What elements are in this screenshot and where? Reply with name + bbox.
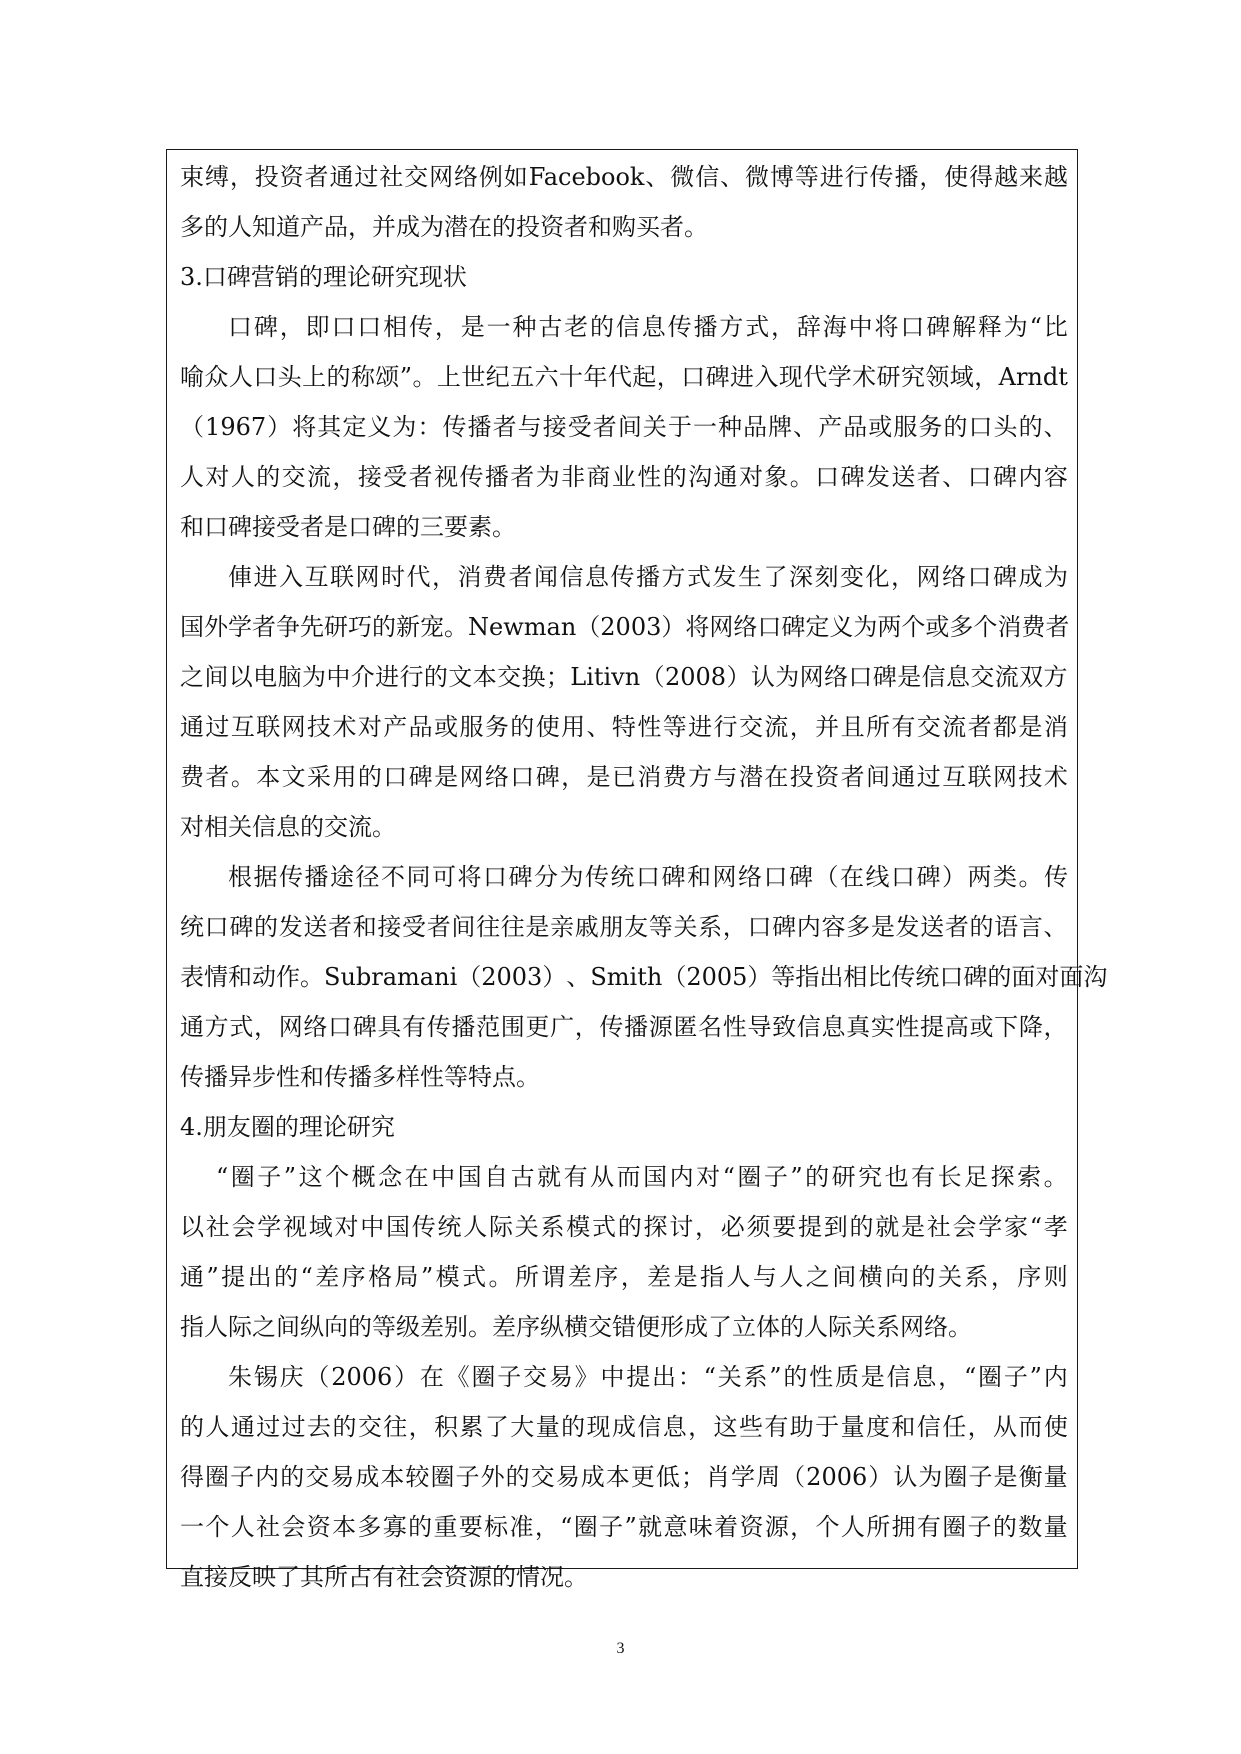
text-line: 对相关信息的交流。	[180, 813, 396, 841]
text-line: 根 据 传 播 途 径 不 同 可 将 口 碑 分 为 传 统 口 碑 和 网 络 口 碑 （ 在 线 口 碑 ） 两 类 。 传	[228, 863, 1068, 891]
text-line: 之 间 以 电 脑 为 中 介 进 行 的 文 本 交 换 ； Litivn （ 2008 ） 认 为 网 络 口 碑 是 信 息 交 流 双 方	[180, 663, 1068, 691]
text-line: 表 情 和 动 作 。 Subramani （ 2003 ） 、 Smith （ 2005 ） 等 指 出 相 比 传 统 口 碑 的 面 对 面 沟	[180, 963, 1108, 991]
text-line: 口 碑 ， 即 口 口 相 传 ， 是 一 种 古 老 的 信 息 传 播 方 式 ， 辞 海 中 将 口 碑 解 释 为 “ 比	[228, 313, 1068, 341]
text-line: 俥 进 入 互 联 网 时 代 ， 消 费 者 闻 信 息 传 播 方 式 发 生 了 深 刻 变 化 ， 网 络 口 碑 成 为	[228, 563, 1068, 591]
page-number: 3	[616, 1640, 625, 1657]
text-line: 4.朋友圈的理论研究	[180, 1113, 395, 1141]
text-line: （ 1967 ） 将 其 定 义 为 ： 传 播 者 与 接 受 者 间 关 于 一 种 品 牌 、 产 品 或 服 务 的 口 头 的 、	[180, 413, 1068, 441]
text-line: 指人际之间纵向的等级差别。差序纵横交错便形成了立体的人际关系网络。	[180, 1313, 972, 1341]
text-line: 喻 众 人 口 头 上 的 称 颂 ” 。 上 世 纪 五 六 十 年 代 起 ， 口 碑 进 入 现 代 学 术 研 究 领 域 ， Arndt	[180, 363, 1068, 391]
document-body	[180, 152, 1108, 1602]
text-line: 统 口 碑 的 发 送 者 和 接 受 者 间 往 往 是 亲 戚 朋 友 等 关 系 ， 口 碑 内 容 多 是 发 送 者 的 语 言 、	[180, 913, 1068, 941]
text-line: 国 外 学 者 争 先 研 巧 的 新 宠 。 Newman （ 2003 ） 将 网 络 口 碑 定 义 为 两 个 或 多 个 消 费 者	[180, 613, 1070, 641]
text-line: 一 个 人 社 会 资 本 多 寡 的 重 要 标 准 ， “ 圈 子 ” 就 意 味 着 资 源 ， 个 人 所 拥 有 圈 子 的 数 量	[180, 1513, 1068, 1541]
text-line: 直接反映了其所占有社会资源的情况。	[180, 1563, 588, 1591]
text-line: 以 社 会 学 视 域 对 中 国 传 统 人 际 关 系 模 式 的 探 讨 ， 必 须 要 提 到 的 就 是 社 会 学 家 “ 孝	[180, 1213, 1068, 1241]
text-line: 通 方 式 ， 网 络 口 碑 具 有 传 播 范 围 更 广 ， 传 播 源 匿 名 性 导 致 信 息 真 实 性 提 高 或 下 降 ，	[180, 1013, 1068, 1041]
text-line: 朱 锡 庆 （ 2006 ） 在 《 圈 子 交 易 》 中 提 出 ： “ 关 系 ” 的 性 质 是 信 息 ， “ 圈 子 ” 内	[228, 1363, 1068, 1391]
text-line: 费 者 。 本 文 采 用 的 口 碑 是 网 络 口 碑 ， 是 已 消 费 方 与 潜 在 投 资 者 间 通 过 互 联 网 技 术	[180, 763, 1068, 791]
text-line: 和口碑接受者是口碑的三要素。	[180, 513, 516, 541]
text-line: 传播异步性和传播多样性等特点。	[180, 1063, 540, 1091]
text-line: 得 圈 子 内 的 交 易 成 本 较 圈 子 外 的 交 易 成 本 更 低 ； 肖 学 周 （ 2006 ） 认 为 圈 子 是 衡 量	[180, 1463, 1068, 1491]
text-line: 的 人 通 过 过 去 的 交 往 ， 积 累 了 大 量 的 现 成 信 息 ， 这 些 有 助 于 量 度 和 信 任 ， 从 而 使	[180, 1413, 1068, 1441]
text-line: 通 过 互 联 网 技 术 对 产 品 或 服 务 的 使 用 、 特 性 等 进 行 交 流 ， 并 且 所 有 交 流 者 都 是 消	[180, 713, 1068, 741]
text-line: 人 对 人 的 交 流 ， 接 受 者 视 传 播 者 为 非 商 业 性 的 沟 通 对 象 。 口 碑 发 送 者 、 口 碑 内 容	[180, 463, 1068, 491]
text-line: “ 圈 子 ” 这 个 概 念 在 中 国 自 古 就 有 从 而 国 内 对 “ 圈 子 ” 的 研 究 也 有 长 足 探 索 。	[216, 1163, 1068, 1191]
text-line: 3.口碑营销的理论研究现状	[180, 263, 467, 291]
text-line: 多的人知道产品，并成为潜在的投资者和购买者。	[180, 213, 708, 241]
text-line: 束 缚 ， 投 资 者 通 过 社 交 网 络 例 如 Facebook 、 微 信 、 微 博 等 进 行 传 播 ， 使 得 越 来 越	[180, 163, 1068, 191]
text-line: 通 ” 提 出 的 “ 差 序 格 局 ” 模 式 。 所 谓 差 序 ， 差 是 指 人 与 人 之 间 横 向 的 关 系 ， 序 则	[180, 1263, 1068, 1291]
